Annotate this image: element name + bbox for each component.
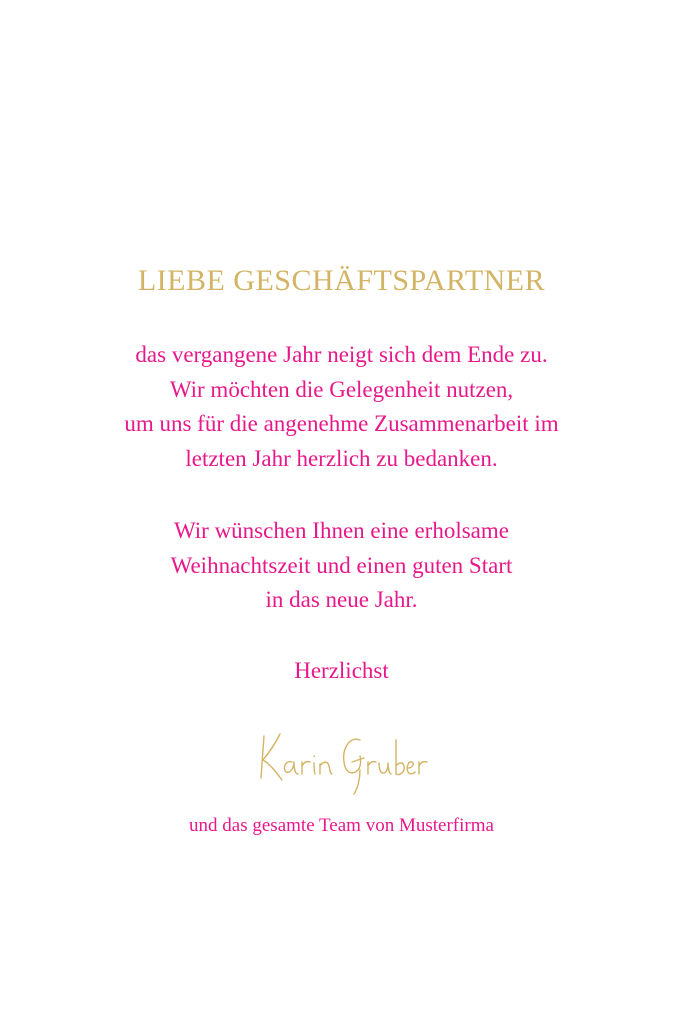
paragraph-line: in das neue Jahr.	[265, 587, 418, 612]
signature-icon	[250, 718, 430, 798]
paragraph-line: Wir wünschen Ihnen eine erholsame	[173, 518, 509, 543]
paragraph-line: Weihnachtszeit und einen guten Start	[170, 552, 513, 578]
thanks-paragraph	[0, 338, 683, 476]
paragraph-line: letzten Jahr herzlich zu bedanken.	[185, 445, 498, 471]
card-heading: LIEBE GESCHÄFTSPARTNER	[137, 264, 546, 297]
paragraph-line: um uns für die angenehme Zusammenarbeit im	[124, 411, 559, 436]
paragraph-line: das vergangene Jahr neigt sich dem Ende zu.	[135, 342, 548, 367]
closing-word: Herzlichst	[294, 658, 389, 683]
wishes-paragraph	[0, 514, 683, 618]
paragraph-line: Wir möchten die Gelegenheit nutzen,	[169, 376, 514, 402]
team-line: und das gesamte Team von Musterfirma	[189, 815, 494, 836]
